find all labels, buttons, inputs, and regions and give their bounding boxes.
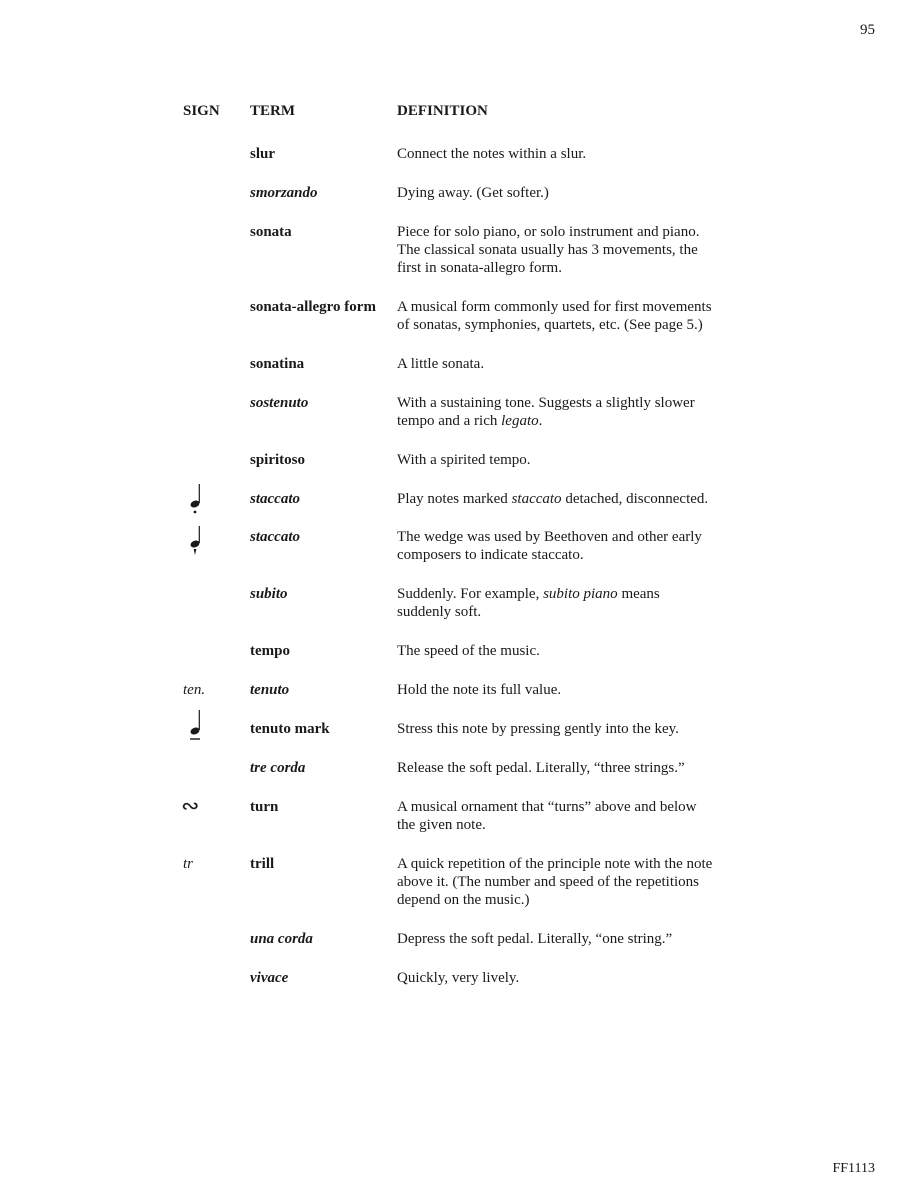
definition: The wedge was used by Beethoven and other early composers to indicate staccato. <box>397 529 702 564</box>
definition: Piece for solo piano, or solo instrument and piano. The classical sonata usually has 3 movements, the first in sonata-allegro form. <box>397 224 700 277</box>
term: staccato <box>250 529 300 545</box>
footer-code: FF1113 <box>832 1161 875 1176</box>
sign-ten: ten. <box>183 682 206 698</box>
term: staccato <box>250 491 300 507</box>
term: slur <box>250 146 276 162</box>
term: subito <box>250 586 288 602</box>
term: smorzando <box>250 185 318 201</box>
term: turn <box>250 799 279 815</box>
turn-icon: ∾ <box>181 793 200 818</box>
definition: With a sustaining tone. Suggests a slightly slower tempo and a rich legato. <box>397 395 695 430</box>
term: spiritoso <box>250 452 306 468</box>
term: tre corda <box>250 760 306 776</box>
page-number: 95 <box>860 22 875 38</box>
definition: Quickly, very lively. <box>397 970 520 986</box>
sign-tr: tr <box>183 856 194 872</box>
term: una corda <box>250 931 313 947</box>
term-column-header: TERM <box>250 103 295 119</box>
definition: With a spirited tempo. <box>397 452 531 468</box>
definition: The speed of the music. <box>397 643 540 659</box>
sign-column-header: SIGN <box>183 103 220 119</box>
term: vivace <box>250 970 289 986</box>
definition: Depress the soft pedal. Literally, “one string.” <box>397 931 673 947</box>
term: tenuto mark <box>250 721 330 737</box>
term: tempo <box>250 643 290 659</box>
definition: Dying away. (Get softer.) <box>397 185 549 201</box>
definition: A little sonata. <box>397 356 485 372</box>
definition: Stress this note by pressing gently into the key. <box>397 721 679 737</box>
term: sonata-allegro form <box>250 299 376 315</box>
term: sonata <box>250 224 292 240</box>
definition: Release the soft pedal. Literally, “three strings.” <box>397 760 685 776</box>
definition: Play notes marked staccato detached, disconnected. <box>397 491 709 507</box>
definition: A musical form commonly used for first movements of sonatas, symphonies, quartets, etc. (See page 5.) <box>397 299 712 334</box>
term: sostenuto <box>250 395 309 411</box>
definition: Connect the notes within a slur. <box>397 146 587 162</box>
tenuto-mark-note-icon <box>186 708 206 744</box>
definition: Hold the note its full value. <box>397 682 562 698</box>
staccato-dot-note-icon <box>186 482 206 518</box>
definition: A quick repetition of the principle note with the note above it. (The number and speed of the repetitions depend on the music.) <box>397 856 713 909</box>
term: trill <box>250 856 275 872</box>
term: sonatina <box>250 356 305 372</box>
definition: A musical ornament that “turns” above and below the given note. <box>397 799 697 834</box>
definition: Suddenly. For example, subito piano means suddenly soft. <box>397 586 660 621</box>
staccato-wedge-note-icon <box>186 524 206 560</box>
definition-column-header: DEFINITION <box>397 103 488 119</box>
term: tenuto <box>250 682 290 698</box>
